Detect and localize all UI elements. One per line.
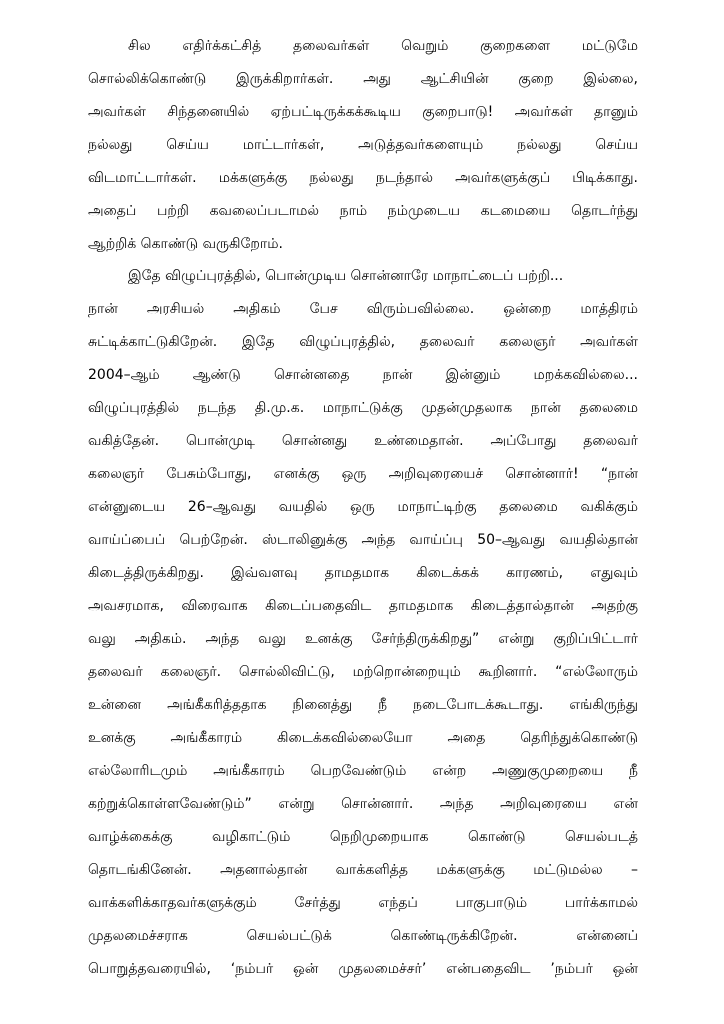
text-line: தொடங்கினேன். அதனால்தான் வாக்களித்த மக்களுக்கு மட்டுமல்ல – <box>88 862 638 878</box>
text-line: நல்லது செய்ய மாட்டார்கள், அடுத்தவர்களையும் நல்லது செய்ய <box>88 137 638 153</box>
text-line: கலைஞர் பேசும்போது, எனக்கு ஒரு அறிவுரையைச் சொன்னார்! “நான் <box>88 466 638 482</box>
text-line: விடமாட்டார்கள். மக்களுக்கு நல்லது நடந்தால் அவர்களுக்குப் பிடிக்காது. <box>88 170 638 186</box>
text-line: வாய்ப்பைப் பெற்றேன். ஸ்டாலினுக்கு அந்த வாய்ப்பு 50–ஆவது வயதில்தான் <box>88 532 638 548</box>
text-line: சுட்டிக்காட்டுகிறேன். இதே விழுப்புரத்தில், தலைவர் கலைஞர் அவர்கள் <box>88 334 638 350</box>
text-line: விழுப்புரத்தில் நடந்த தி.மு.க. மாநாட்டுக்கு முதன்முதலாக நான் தலைமை <box>88 400 638 416</box>
text-line: வலு அதிகம். அந்த வலு உனக்கு சேர்ந்திருக்கிறது” என்று குறிப்பிட்டார் <box>88 631 638 647</box>
text-line: உனக்கு அங்கீகாரம் கிடைக்கவில்லையோ அதை தெரிந்துக்கொண்டு <box>88 730 638 746</box>
text-line: உன்னை அங்கீகரித்ததாக நினைத்து நீ நடைபோடக்கூடாது. எங்கிருந்து <box>88 697 638 713</box>
text-line: முதலமைச்சராக செயல்பட்டுக் கொண்டிருக்கிறேன். என்னைப் <box>88 928 638 944</box>
text-line: வகித்தேன். பொன்முடி சொன்னது உண்மைதான். அப்போது தலைவர் <box>88 433 638 449</box>
text-line: அவர்கள் சிந்தனையில் ஏற்பட்டிருக்கக்கூடிய குறைபாடு! அவர்கள் தானும் <box>88 104 638 120</box>
paragraph-1 <box>88 30 638 261</box>
text-line: நான் அரசியல் அதிகம் பேச விரும்பவில்லை. ஒன்றை மாத்திரம் <box>88 301 638 317</box>
text-line: சொல்லிக்கொண்டு இருக்கிறார்கள். அது ஆட்சியின் குறை இல்லை, <box>88 71 638 87</box>
text-line: இதே விழுப்புரத்தில், பொன்முடிய சொன்னாரே மாநாட்டைப் பற்றி... <box>128 268 564 284</box>
text-line: பொறுத்தவரையில், ‘நம்பர் ஒன் முதலமைச்சர்’ என்பதைவிட ’நம்பர் ஒன் <box>88 961 638 977</box>
text-line: அவசரமாக, விரைவாக கிடைப்பதைவிட தாமதமாக கிடைத்தால்தான் அதற்கு <box>88 598 638 614</box>
text-line: சில எதிர்க்கட்சித் தலைவர்கள் வெறும் குறைகளை மட்டுமே <box>128 38 638 54</box>
paragraph-2 <box>88 260 638 986</box>
text-line: வாழ்க்கைக்கு வழிகாட்டும் நெறிமுறையாக கொண்டு செயல்படத் <box>88 829 638 845</box>
text-line: ஆற்றிக் கொண்டு வருகிறோம். <box>88 236 283 252</box>
text-line: என்னுடைய 26–ஆவது வயதில் ஒரு மாநாட்டிற்கு தலைமை வகிக்கும் <box>88 499 638 515</box>
text-line: அதைப் பற்றி கவலைப்படாமல் நாம் நம்முடைய கடமையை தொடர்ந்து <box>88 203 638 219</box>
text-line: தலைவர் கலைஞர். சொல்லிவிட்டு, மற்றொன்றையும் கூறினார். “எல்லோரும் <box>88 664 638 680</box>
text-line: வாக்களிக்காதவர்களுக்கும் சேர்த்து எந்தப் பாகுபாடும் பார்க்காமல் <box>88 895 638 911</box>
text-line: கற்றுக்கொள்ளவேண்டும்” என்று சொன்னார். அந்த அறிவுரையை என் <box>88 796 638 812</box>
text-line: எல்லோரிடமும் அங்கீகாரம் பெறவேண்டும் என்ற அணுகுமுறையை நீ <box>88 763 638 779</box>
text-line: 2004–ஆம் ஆண்டு சொன்னதை நான் இன்னும் மறக்கவில்லை... <box>88 367 638 383</box>
text-line: கிடைத்திருக்கிறது. இவ்வளவு தாமதமாக கிடைக்கக் காரணம், எதுவும் <box>88 565 638 581</box>
